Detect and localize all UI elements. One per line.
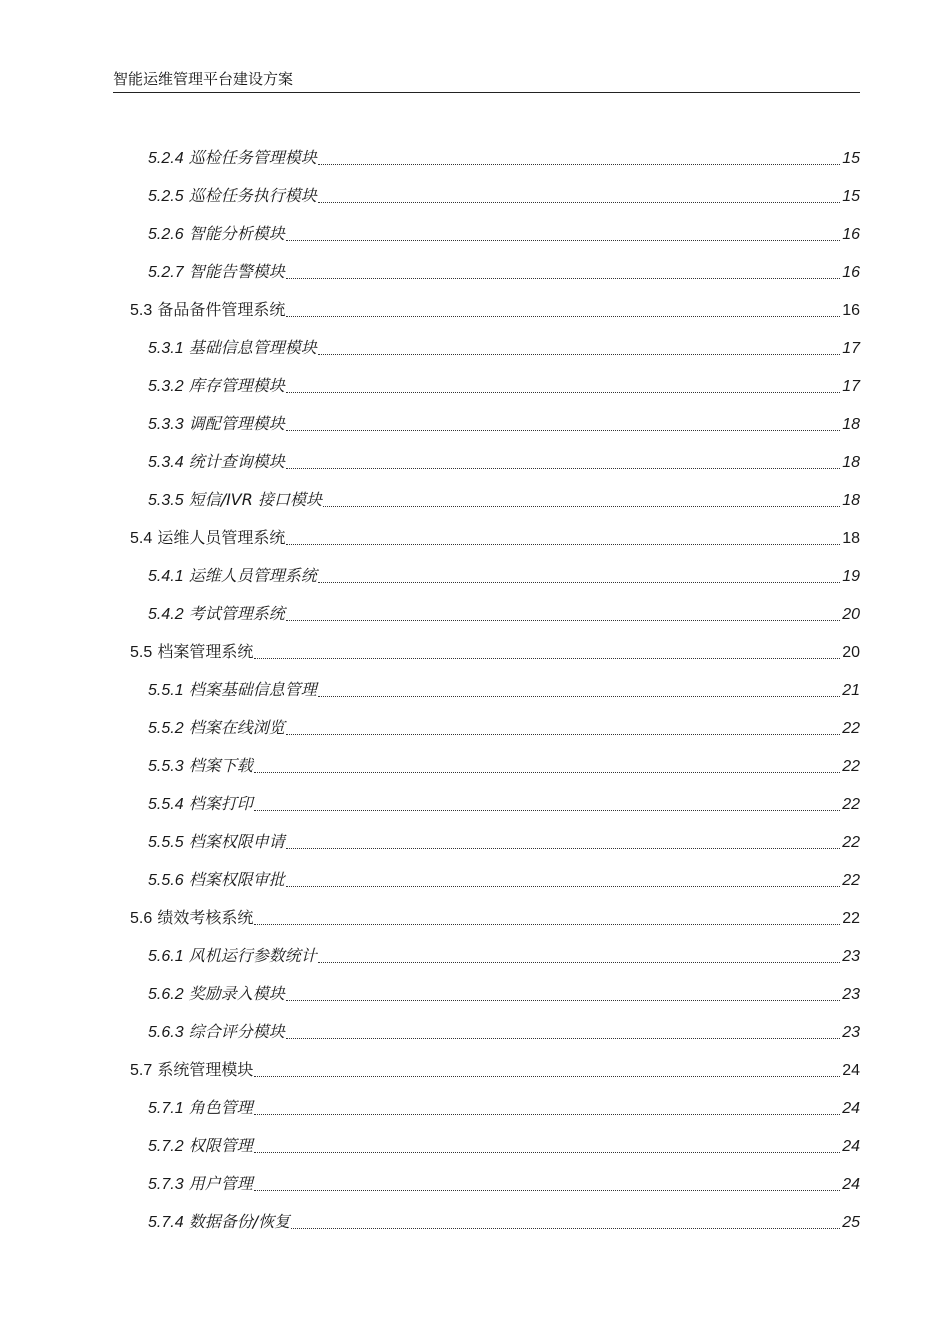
toc-entry[interactable] [148, 549, 860, 587]
toc-entry-number: 5.5.6 [148, 872, 184, 889]
toc-entry-title: 档案在线浏览 [188, 718, 285, 737]
toc-entry-page-number: 23 [842, 1024, 860, 1041]
toc-dot-leader [286, 1000, 841, 1001]
toc-entry[interactable] [148, 1195, 860, 1233]
toc-entry-title: 权限管理 [188, 1136, 253, 1155]
toc-dot-leader [254, 1190, 841, 1191]
toc-entry-number: 5.5.4 [148, 796, 184, 813]
toc-entry-number: 5.7.2 [148, 1138, 184, 1155]
toc-entry-label [130, 642, 253, 663]
toc-dot-leader [291, 1228, 840, 1229]
toc-dot-leader [254, 810, 841, 811]
toc-dot-leader [318, 582, 841, 583]
toc-entry-number: 5.4.1 [148, 568, 184, 585]
toc-entry-page-number: 20 [842, 606, 860, 623]
toc-entry-title: 风机运行参数统计 [188, 946, 317, 965]
toc-dot-leader [318, 696, 841, 697]
toc-entry[interactable] [148, 663, 860, 701]
toc-entry-title: 绩效考核系统 [157, 908, 254, 927]
toc-entry-label [148, 262, 285, 283]
toc-entry-number: 5.5.5 [148, 834, 184, 851]
toc-entry-number: 5.7.4 [148, 1214, 184, 1231]
toc-entry-number: 5.6 [130, 910, 153, 927]
toc-entry-title: 档案打印 [188, 794, 253, 813]
toc-entry-number: 5.3.3 [148, 416, 184, 433]
toc-entry-number: 5.2.5 [148, 188, 184, 205]
toc-entry-page-number: 16 [842, 226, 860, 243]
toc-entry[interactable] [130, 891, 860, 929]
toc-entry-label [148, 946, 317, 967]
toc-entry-page-number: 16 [842, 302, 860, 319]
toc-entry-label [148, 1136, 253, 1157]
toc-entry-label [148, 566, 317, 587]
toc-entry-page-number: 18 [842, 492, 860, 509]
toc-entry-title: 运维人员管理系统 [157, 528, 286, 547]
toc-entry[interactable] [130, 511, 860, 549]
toc-entry[interactable] [148, 207, 860, 245]
toc-entry-title: 角色管理 [188, 1098, 253, 1117]
toc-entry-label [148, 490, 322, 511]
toc-entry-label [148, 756, 253, 777]
toc-dot-leader [286, 392, 841, 393]
toc-entry[interactable] [148, 777, 860, 815]
toc-entry[interactable] [148, 929, 860, 967]
toc-entry[interactable] [148, 131, 860, 169]
toc-entry-page-number: 25 [842, 1214, 860, 1231]
toc-entry-title: 综合评分模块 [188, 1022, 285, 1041]
toc-entry-title: 智能分析模块 [188, 224, 285, 243]
toc-entry[interactable] [148, 1119, 860, 1157]
toc-entry-number: 5.6.2 [148, 986, 184, 1003]
toc-dot-leader [318, 354, 841, 355]
toc-entry-title: 基础信息管理模块 [188, 338, 317, 357]
toc-entry[interactable] [148, 853, 860, 891]
toc-entry-number: 5.7.1 [148, 1100, 184, 1117]
toc-entry-title: 运维人员管理系统 [188, 566, 317, 585]
toc-entry-label [148, 1022, 285, 1043]
toc-entry-label [148, 414, 285, 435]
toc-entry-number: 5.5.1 [148, 682, 184, 699]
toc-entry-title: 短信/IVR 接口模块 [188, 490, 322, 509]
toc-entry-number: 5.3.5 [148, 492, 184, 509]
toc-entry-page-number: 24 [842, 1100, 860, 1117]
toc-entry-page-number: 23 [842, 948, 860, 965]
toc-entry-page-number: 24 [842, 1176, 860, 1193]
toc-entry-number: 5.4 [130, 530, 153, 547]
toc-entry-label [130, 528, 285, 549]
toc-dot-leader [318, 962, 841, 963]
toc-entry-label [148, 680, 317, 701]
toc-entry[interactable] [148, 739, 860, 777]
toc-entry-label [130, 300, 285, 321]
toc-entry-label [148, 604, 285, 625]
toc-entry-page-number: 18 [842, 416, 860, 433]
toc-entry-page-number: 15 [842, 188, 860, 205]
toc-entry-title: 巡检任务管理模块 [188, 148, 317, 167]
toc-dot-leader [254, 658, 840, 659]
toc-dot-leader [254, 1152, 841, 1153]
toc-entry-title: 档案管理系统 [157, 642, 254, 661]
toc-entry-page-number: 24 [842, 1062, 860, 1079]
toc-dot-leader [286, 240, 841, 241]
toc-dot-leader [254, 924, 840, 925]
toc-entry-page-number: 15 [842, 150, 860, 167]
toc-entry-number: 5.5.2 [148, 720, 184, 737]
toc-entry[interactable] [148, 321, 860, 359]
toc-entry-label [130, 1060, 253, 1081]
toc-dot-leader [286, 620, 841, 621]
toc-entry[interactable] [148, 245, 860, 283]
toc-entry-title: 数据备份/恢复 [188, 1212, 291, 1231]
toc-entry-label [130, 908, 253, 929]
toc-entry-label [148, 1098, 253, 1119]
toc-entry-label [148, 1212, 290, 1233]
toc-entry-page-number: 22 [842, 910, 860, 927]
toc-entry-label [148, 1174, 253, 1195]
toc-entry[interactable] [148, 397, 860, 435]
toc-entry[interactable] [148, 1005, 860, 1043]
page-header [113, 68, 860, 93]
toc-entry[interactable] [148, 815, 860, 853]
toc-dot-leader [286, 544, 840, 545]
toc-entry-page-number: 19 [842, 568, 860, 585]
toc-dot-leader [286, 886, 841, 887]
toc-entry-label [148, 832, 285, 853]
toc-entry-label [148, 148, 317, 169]
toc-entry[interactable] [148, 1081, 860, 1119]
toc-entry-page-number: 17 [842, 340, 860, 357]
toc-entry-number: 5.6.1 [148, 948, 184, 965]
toc-entry-number: 5.7 [130, 1062, 153, 1079]
toc-entry-label [148, 224, 285, 245]
document-title: 智能运维管理平台建设方案 [113, 70, 294, 88]
toc-entry-page-number: 18 [842, 530, 860, 547]
toc-entry-number: 5.4.2 [148, 606, 184, 623]
toc-entry-number: 5.3.1 [148, 340, 184, 357]
toc-dot-leader [286, 316, 840, 317]
toc-entry-number: 5.3.4 [148, 454, 184, 471]
toc-entry[interactable] [148, 473, 860, 511]
toc-entry-number: 5.3.2 [148, 378, 184, 395]
toc-entry-title: 备品备件管理系统 [157, 300, 286, 319]
toc-entry-title: 档案基础信息管理 [188, 680, 317, 699]
toc-dot-leader [286, 468, 841, 469]
toc-dot-leader [323, 506, 840, 507]
toc-dot-leader [254, 1076, 840, 1077]
toc-dot-leader [318, 164, 841, 165]
toc-entry-page-number: 16 [842, 264, 860, 281]
toc-entry-page-number: 17 [842, 378, 860, 395]
toc-entry-number: 5.2.7 [148, 264, 184, 281]
toc-dot-leader [286, 848, 841, 849]
toc-entry[interactable] [148, 169, 860, 207]
toc-entry-number: 5.2.4 [148, 150, 184, 167]
toc-dot-leader [286, 734, 841, 735]
toc-entry-title: 考试管理系统 [188, 604, 285, 623]
toc-entry-page-number: 22 [842, 834, 860, 851]
toc-entry-label [148, 452, 285, 473]
toc-entry-label [148, 794, 253, 815]
toc-entry[interactable] [148, 701, 860, 739]
toc-entry-page-number: 18 [842, 454, 860, 471]
toc-dot-leader [254, 772, 841, 773]
toc-entry-title: 智能告警模块 [188, 262, 285, 281]
toc-entry-page-number: 21 [842, 682, 860, 699]
toc-entry-number: 5.6.3 [148, 1024, 184, 1041]
toc-entry-title: 系统管理模块 [157, 1060, 254, 1079]
toc-entry-label [148, 984, 285, 1005]
toc-entry-title: 巡检任务执行模块 [188, 186, 317, 205]
toc-entry-title: 统计查询模块 [188, 452, 285, 471]
toc-entry-title: 调配管理模块 [188, 414, 285, 433]
toc-entry-title: 档案权限申请 [188, 832, 285, 851]
toc-entry-page-number: 23 [842, 986, 860, 1003]
toc-entry-page-number: 22 [842, 796, 860, 813]
toc-entry[interactable] [148, 967, 860, 1005]
toc-dot-leader [286, 1038, 841, 1039]
toc-entry-title: 库存管理模块 [188, 376, 285, 395]
toc-entry-label [148, 718, 285, 739]
toc-entry-page-number: 22 [842, 872, 860, 889]
toc-entry[interactable] [148, 435, 860, 473]
toc-entry-title: 奖励录入模块 [188, 984, 285, 1003]
toc-entry-page-number: 22 [842, 720, 860, 737]
toc-dot-leader [286, 278, 841, 279]
toc-dot-leader [286, 430, 841, 431]
toc-entry[interactable] [148, 1157, 860, 1195]
toc-entry-label [148, 338, 317, 359]
toc-entry-label [148, 376, 285, 397]
toc-entry-title: 档案权限审批 [188, 870, 285, 889]
toc-entry-page-number: 24 [842, 1138, 860, 1155]
toc-entry-page-number: 20 [842, 644, 860, 661]
toc-entry-number: 5.3 [130, 302, 153, 319]
toc-entry-number: 5.2.6 [148, 226, 184, 243]
toc-entry[interactable] [130, 283, 860, 321]
toc-entry[interactable] [148, 359, 860, 397]
toc-entry-number: 5.7.3 [148, 1176, 184, 1193]
toc-entry-page-number: 22 [842, 758, 860, 775]
toc-entry[interactable] [130, 1043, 860, 1081]
toc-dot-leader [318, 202, 841, 203]
toc-entry-label [148, 870, 285, 891]
toc-dot-leader [254, 1114, 841, 1115]
toc-entry-label [148, 186, 317, 207]
toc-entry-number: 5.5 [130, 644, 153, 661]
toc-entry[interactable] [130, 625, 860, 663]
toc-entry[interactable] [148, 587, 860, 625]
toc-entry-title: 用户管理 [188, 1174, 253, 1193]
toc-entry-number: 5.5.3 [148, 758, 184, 775]
toc-entry-title: 档案下载 [188, 756, 253, 775]
